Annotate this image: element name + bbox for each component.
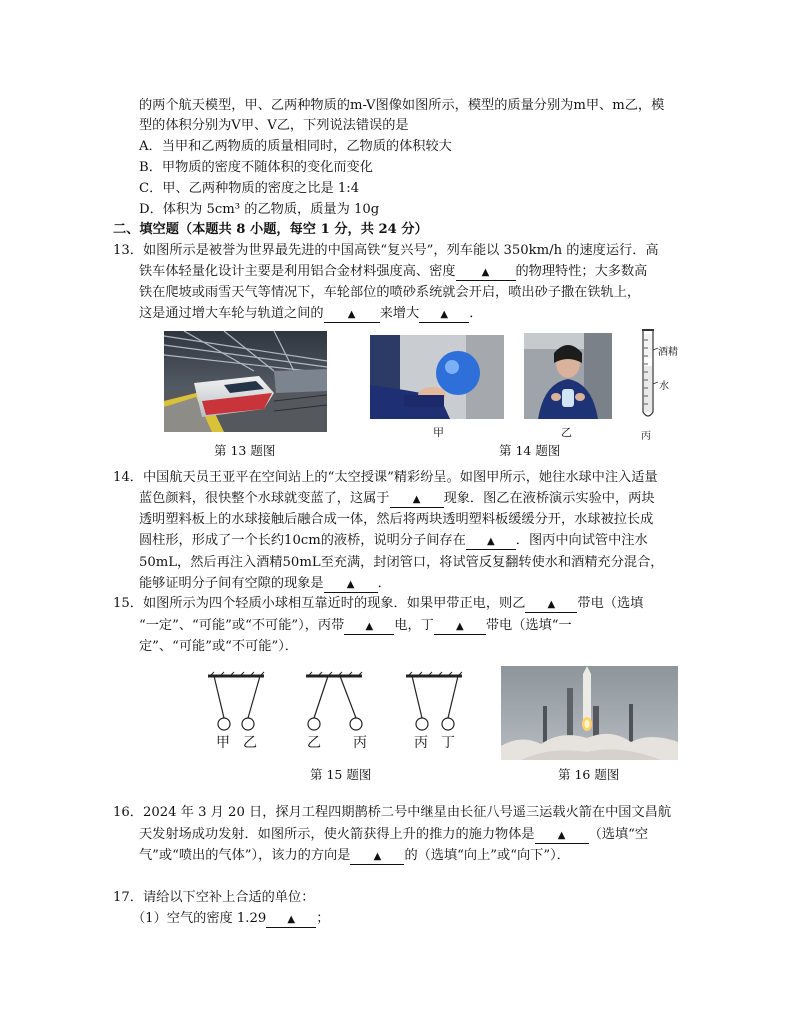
water-ball-photo-jia: [370, 335, 504, 419]
ball-label: 丁: [441, 735, 455, 751]
q12-option-b: B．甲物质的密度不随体积的变化而变化: [139, 160, 373, 175]
ball-label: 甲: [216, 735, 230, 751]
q12-option-d: D．体积为 5cm³ 的乙物质，质量为 10g: [139, 202, 380, 217]
q14-line6: 能够证明分子间有空隙的现象是 ▲ ．: [139, 576, 391, 591]
answer-blank[interactable]: ▲: [266, 912, 316, 928]
answer-blank[interactable]: ▲: [324, 577, 378, 593]
q13-line1: 13．如图所示是被誉为世界最先进的中国高铁“复兴号”，列车能以 350km/h 的速度运行．高: [113, 243, 659, 258]
caption-fig14: 第 14 题图: [499, 443, 561, 458]
q13-line2: 铁车体轻量化设计主要是利用铝合金材料强度高、密度 ▲ 的物理特性；大多数高: [139, 264, 648, 279]
q12-option-c: C．甲、乙两种物质的密度之比是 1:4: [139, 181, 360, 196]
ball-label: 乙: [307, 735, 321, 751]
answer-blank[interactable]: ▲: [456, 265, 516, 281]
answer-blank[interactable]: ▲: [466, 534, 516, 550]
q14-line3: 透明塑料板上的水球接触后融合成一体，然后将两块透明塑料板缓缓分开，水球被拉长成: [139, 512, 654, 527]
q16-line3: 气”或“喷出的气体”），该力的方向是 ▲ 的（选填“向上”或“向下”）．: [139, 848, 570, 863]
q17-line2: （1）空气的密度 1.29 ▲ ；: [132, 911, 330, 926]
q14-line4: 圆柱形，形成了一个长约10cm的液桥，说明分子间存在 ▲ ．图丙中向试管中注水: [139, 533, 648, 548]
q16-line1: 16．2024 年 3 月 20 日，探月工程四期鹊桥二号中继星由长征八号遥三运载火箭在中国文昌航: [113, 805, 672, 820]
caption-fig13: 第 13 题图: [214, 443, 276, 458]
figure-label-bing: 丙: [641, 431, 651, 442]
answer-blank[interactable]: ▲: [324, 307, 380, 323]
answer-blank[interactable]: ▲: [344, 619, 394, 635]
liquid-bridge-photo-yi: [524, 333, 612, 419]
answer-blank[interactable]: ▲: [434, 619, 486, 635]
figure-label-jia: 甲: [433, 426, 444, 439]
ball-label: 乙: [243, 735, 257, 751]
q15-line1: 15．如图所示为四个轻质小球相互靠近时的现象．如果甲带正电，则乙 ▲ 带电（选填: [113, 596, 644, 611]
q13-line3: 铁在爬坡或雨雪天气等情况下，车轮部位的喷砂系统就会开启，喷出砂子撒在铁轨上，: [139, 285, 641, 300]
ball-label: 丙: [414, 735, 428, 751]
section-heading: 二、填空题（本题共 8 小题，每空 1 分，共 24 分）: [113, 222, 428, 237]
ball-label: 丙: [353, 735, 367, 751]
q13-line4: 这是通过增大车轮与轨道之间的 ▲ 来增大 ▲ ．: [139, 306, 483, 321]
tube-label-water: 水: [659, 381, 669, 392]
q14-line5: 50mL，然后再注入酒精50mL至充满，封闭管口，将试管反复翻转使水和酒精充分混合，: [139, 555, 664, 570]
answer-blank[interactable]: ▲: [525, 597, 577, 613]
high-speed-train-photo: [164, 331, 327, 432]
q12-option-a: A．当甲和乙两物质的质量相同时，乙物质的体积较大: [139, 139, 452, 154]
q12-line2: 型的体积分别为V甲、V乙，下列说法错误的是: [139, 118, 409, 133]
caption-fig15: 第 15 题图: [310, 767, 372, 782]
answer-blank[interactable]: ▲: [419, 307, 469, 323]
tube-label-alcohol: 酒精: [658, 347, 678, 358]
answer-blank[interactable]: ▲: [350, 849, 404, 865]
q16-line2: 天发射场成功发射．如图所示，使火箭获得上升的推力的施力物体是 ▲ （选填“空: [139, 827, 649, 842]
pith-balls-diagram: [200, 668, 470, 738]
caption-fig16: 第 16 题图: [558, 767, 620, 782]
q15-line2: “一定”、“可能”或“不可能”），丙带 ▲ 电，丁 ▲ 带电（选填“一: [139, 618, 572, 633]
q14-line2: 蓝色颜料，很快整个水球就变蓝了，这属于 ▲ 现象．图乙在液桥演示实验中，两块: [139, 491, 655, 506]
rocket-launch-photo: [501, 666, 678, 760]
q14-line1: 14．中国航天员王亚平在空间站上的“太空授课”精彩纷呈。如图甲所示，她往水球中注入适量: [113, 470, 658, 485]
q15-line3: 定”、“可能”或“不可能”）．: [139, 639, 298, 654]
figure-label-yi: 乙: [561, 426, 572, 439]
test-tube-diagram: [636, 326, 682, 424]
q17-line1: 17．请给以下空补上合适的单位：: [113, 890, 315, 905]
q12-line1: 的两个航天模型，甲、乙两种物质的m-V图像如图所示，模型的质量分别为m甲、m乙，模: [139, 98, 665, 113]
answer-blank[interactable]: ▲: [535, 828, 589, 844]
answer-blank[interactable]: ▲: [390, 492, 444, 508]
